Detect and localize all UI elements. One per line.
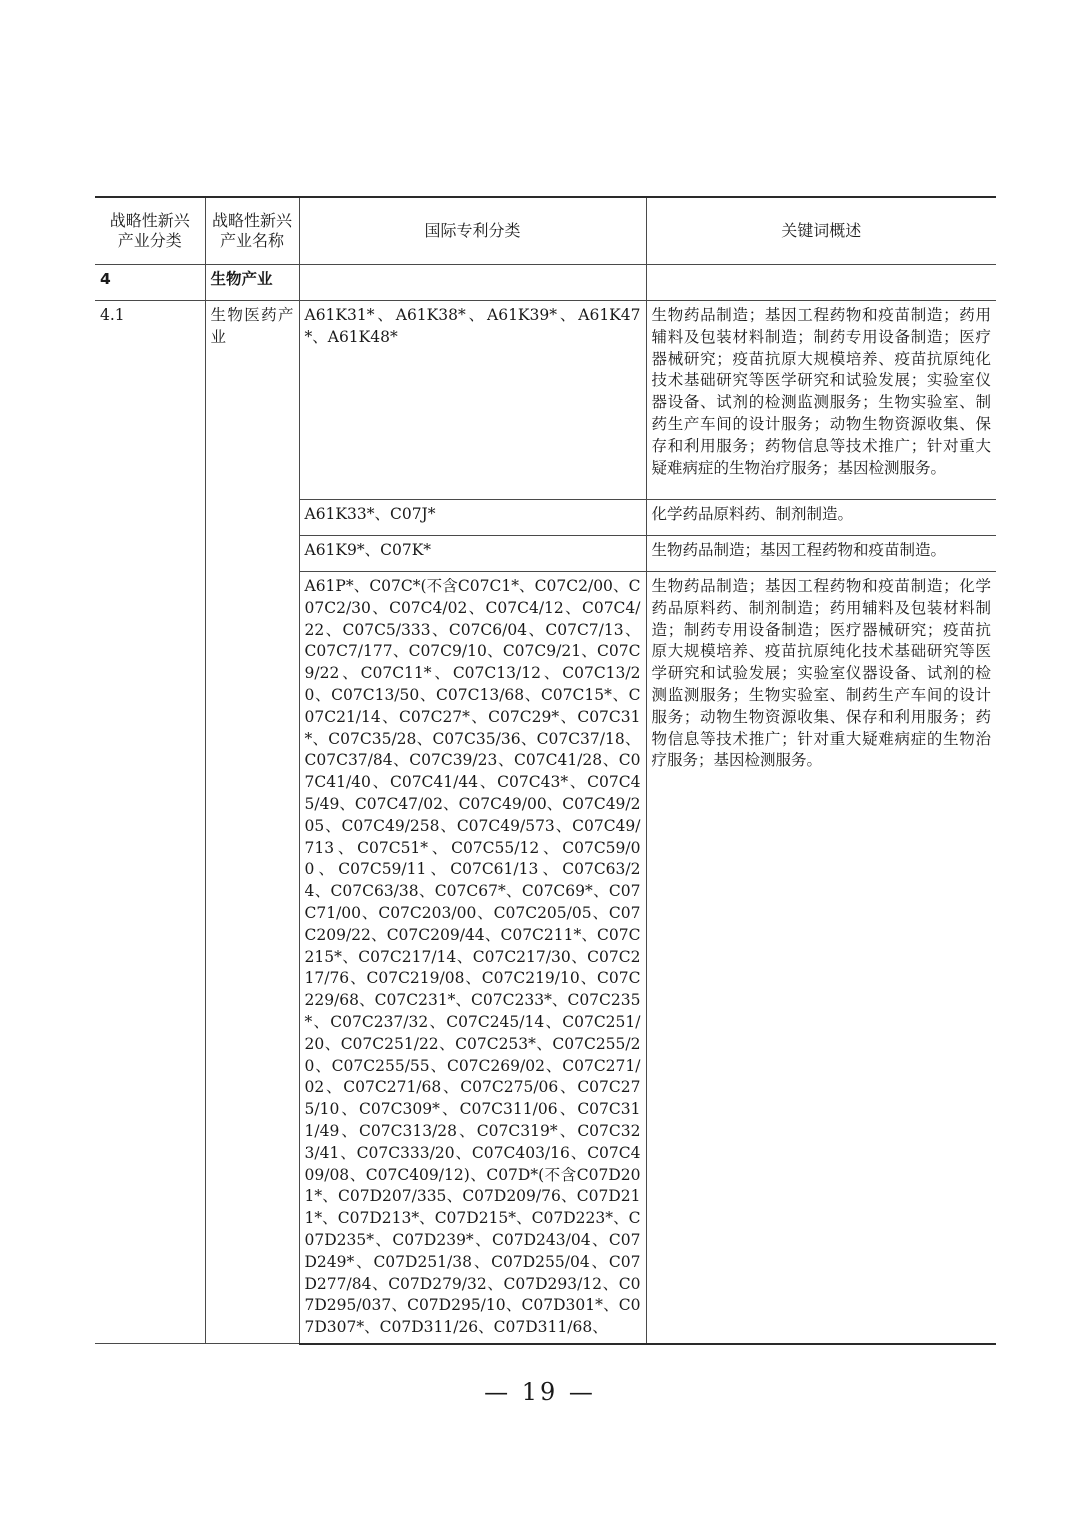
keywords-cell: 生物药品制造；基因工程药物和疫苗制造。 xyxy=(646,536,996,572)
classification-table xyxy=(95,196,996,1345)
category-code: 4 xyxy=(95,265,205,301)
keywords-cell: 生物药品制造；基因工程药物和疫苗制造；药用辅料及包装材料制造；制药专用设备制造；医疗器械研究；疫苗抗原大规模培养、疫苗抗原纯化技术基础研究等医学研究和试验发展；实验室仪器设备、试剂的检测监测服务；生物实验室、制药生产车间的设计服务；动物生物资源收集、保存和利用服务；药物信息等技术推广；针对重大疑难病症的生物治疗服务；基因检测服务。 xyxy=(646,301,996,500)
keywords-cell: 生物药品制造；基因工程药物和疫苗制造；化学药品原料药、制剂制造；药用辅料及包装材料制造；制药专用设备制造；医疗器械研究；疫苗抗原大规模培养、疫苗抗原纯化技术基础研究等医学研究和试验发展；实验室仪器设备、试剂的检测监测服务；生物实验室、制药生产车间的设计服务；动物生物资源收集、保存和利用服务；药物信息等技术推广；针对重大疑难病症的生物治疗服务；基因检测服务。 xyxy=(646,572,996,1344)
ipc-cell: A61K33*、C07J* xyxy=(299,500,646,536)
header-row xyxy=(95,197,996,265)
ipc-cell: A61P*、C07C*(不含C07C1*、C07C2/00、C07C2/30、C07C4/02、C07C4/12、C07C4/22、C07C5/333、C07C6/04、C07C7/13、C07C7/177、C07C9/10、C07C9/21、C07C9/22、C07C11*、C07C13/12、C07C13/20、C07C13/50、C07C13/68、C07C15*、C07C21/14、C07C27*、C07C29*、C07C31*、C07C35/28、C07C35/36、C07C37/18、C07C37/84、C07C39/23、C07C41/28、C07C41/40、C07C41/44、C07C43*、C07C45/49、C07C47/02、C07C49/00、C07C49/205、C07C49/258、C07C49/573、C07C49/713、C07C51*、C07C55/12、C07C59/00、C07C59/11、C07C61/13、C07C63/24、C07C63/38、C07C67*、C07C69*、C07C71/00、C07C203/00、C07C205/05、C07C209/22、C07C209/44、C07C211*、C07C215*、C07C217/14、C07C217/30、C07C217/76、C07C219/08、C07C219/10、C07C229/68、C07C231*、C07C233*、C07C235*、C07C237/32、C07C245/14、C07C251/20、C07C251/22、C07C253*、C07C255/20、C07C255/55、C07C269/02、C07C271/02、C07C271/68、C07C275/06、C07C275/10、C07C309*、C07C311/06、C07C311/49、C07C313/28、C07C319*、C07C323/41、C07C333/20、C07C403/16、C07C409/08、C07C409/12)、C07D*(不含C07D201*、C07D207/335、C07D209/76、C07D211*、C07D213*、C07D215*、C07D223*、C07D235*、C07D239*、C07D243/04、C07D249*、C07D251/38、C07D255/04、C07D277/84、C07D279/32、C07D293/12、C07D295/037、C07D295/10、C07D301*、C07D307*、C07D311/26、C07D311/68、 xyxy=(299,572,646,1344)
page-number: — 19 — xyxy=(484,1378,596,1406)
table-row xyxy=(95,301,996,500)
header-name: 战略性新兴产业名称 xyxy=(205,197,299,265)
header-keywords: 关键词概述 xyxy=(646,197,996,265)
header-ipc: 国际专利分类 xyxy=(299,197,646,265)
industry-code: 4.1 xyxy=(95,301,205,1344)
ipc-cell: A61K31*、A61K38*、A61K39*、A61K47*、A61K48* xyxy=(299,301,646,500)
keywords-cell: 化学药品原料药、制剂制造。 xyxy=(646,500,996,536)
category-row xyxy=(95,265,996,301)
industry-name: 生物医药产业 xyxy=(205,301,299,1344)
ipc-cell: A61K9*、C07K* xyxy=(299,536,646,572)
category-ipc-empty xyxy=(299,265,646,301)
category-keywords-empty xyxy=(646,265,996,301)
header-category: 战略性新兴产业分类 xyxy=(95,197,205,265)
category-name: 生物产业 xyxy=(205,265,299,301)
